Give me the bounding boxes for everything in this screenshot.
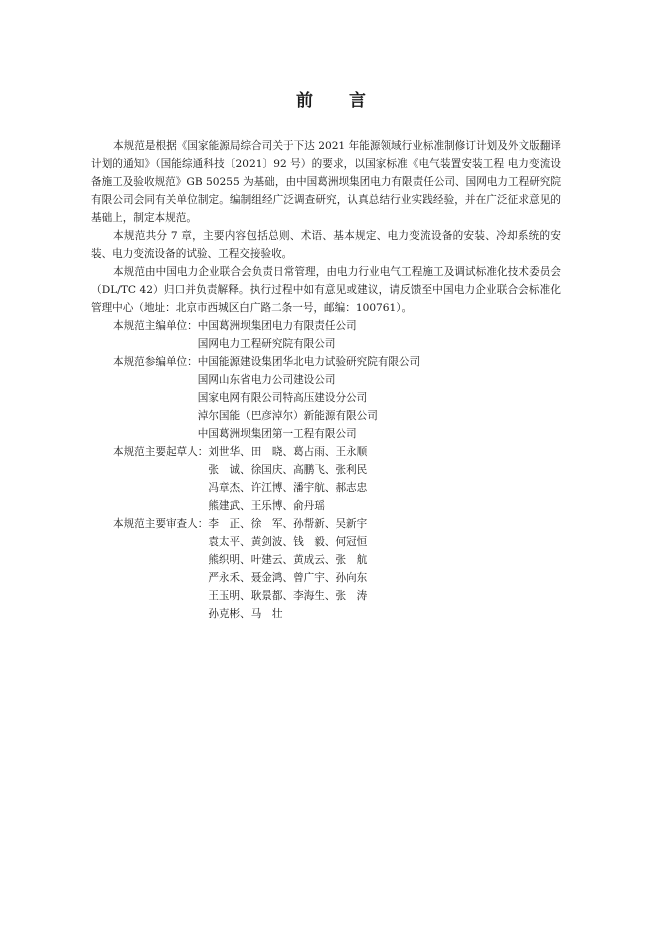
list-item: 中国葛洲坝集团电力有限责任公司 (197, 320, 357, 332)
page-title (0, 86, 662, 111)
list-item: 中国能源建设集团华北电力试验研究院有限公司 (197, 356, 421, 368)
list-item: 冯章杰、许江博、潘宇航、郝志忠 (208, 482, 368, 494)
list-item: 国网山东省电力公司建设公司 (197, 374, 336, 386)
list-item: 王玉明、耿景都、李海生、张 涛 (208, 590, 368, 602)
list-item: 孙克彬、马 壮 (208, 608, 283, 620)
reviewers-label: 本规范主要审查人： (113, 518, 209, 530)
chief-editor-label: 本规范主编单位： (113, 320, 198, 332)
list-item: 熊建武、王乐博、俞丹瑶 (208, 500, 325, 512)
list-item: 中国葛洲坝集团第一工程有限公司 (197, 428, 357, 440)
paragraph-basis: 本规范是根据《国家能源局综合司关于下达 2021 年能源领域行业标准制修订计划及外文版翻译计划的通知》（国能综通科技〔2021〕92 号）的要求，以国家标准《电气装置安装工程 电力变流设备施工及验收规范》GB 50255 为基础，由中国葛洲坝集团电力有限责任公司、国网电力工程研究院有限公司会同有关单位制定。编制组经广泛调查研究，认真总结行业实践经验，并在广泛征求意见的基础上，制定本规范。 (91, 140, 561, 224)
list-item: 国网电力工程研究院有限公司 (197, 338, 336, 350)
title-char-2: 言 (349, 91, 366, 111)
title-char-1: 前 (296, 91, 313, 111)
drafters-label: 本规范主要起草人： (113, 446, 209, 458)
list-item: 熊织明、叶建云、黄成云、张 航 (208, 554, 368, 566)
list-item: 张 诚、徐国庆、高鹏飞、张利民 (208, 464, 368, 476)
participating-units (91, 353, 561, 443)
list-item: 国家电网有限公司特高压建设分公司 (197, 392, 368, 404)
list-item: 袁太平、黄剑波、钱 毅、何冠恒 (208, 536, 368, 548)
list-item: 刘世华、田 晓、葛占雨、王永顺 (208, 446, 368, 458)
chief-editor-units (91, 317, 561, 353)
paragraph-chapters: 本规范共分 7 章，主要内容包括总则、术语、基本规定、电力变流设备的安装、冷却系统的安装、电力变流设备的试验、工程交接验收。 (91, 230, 561, 260)
document-body (91, 137, 561, 623)
main-drafters (91, 443, 561, 515)
list-item: 李 正、徐 军、孙帮新、吴新宇 (208, 518, 368, 530)
participating-label: 本规范参编单位： (113, 356, 198, 368)
main-reviewers (91, 515, 561, 623)
list-item: 淖尔国能（巴彦淖尔）新能源有限公司 (197, 410, 378, 422)
paragraph-management: 本规范由中国电力企业联合会负责日常管理，由电力行业电气工程施工及调试标准化技术委员会（DL/TC 42）归口并负责解释。执行过程中如有意见或建议，请反馈至中国电力企业联合会标准化管理中心（地址：北京市西城区白广路二条一号，邮编：100761）。 (91, 266, 561, 314)
list-item: 严永禾、聂金鸿、曾广宇、孙向东 (208, 572, 368, 584)
